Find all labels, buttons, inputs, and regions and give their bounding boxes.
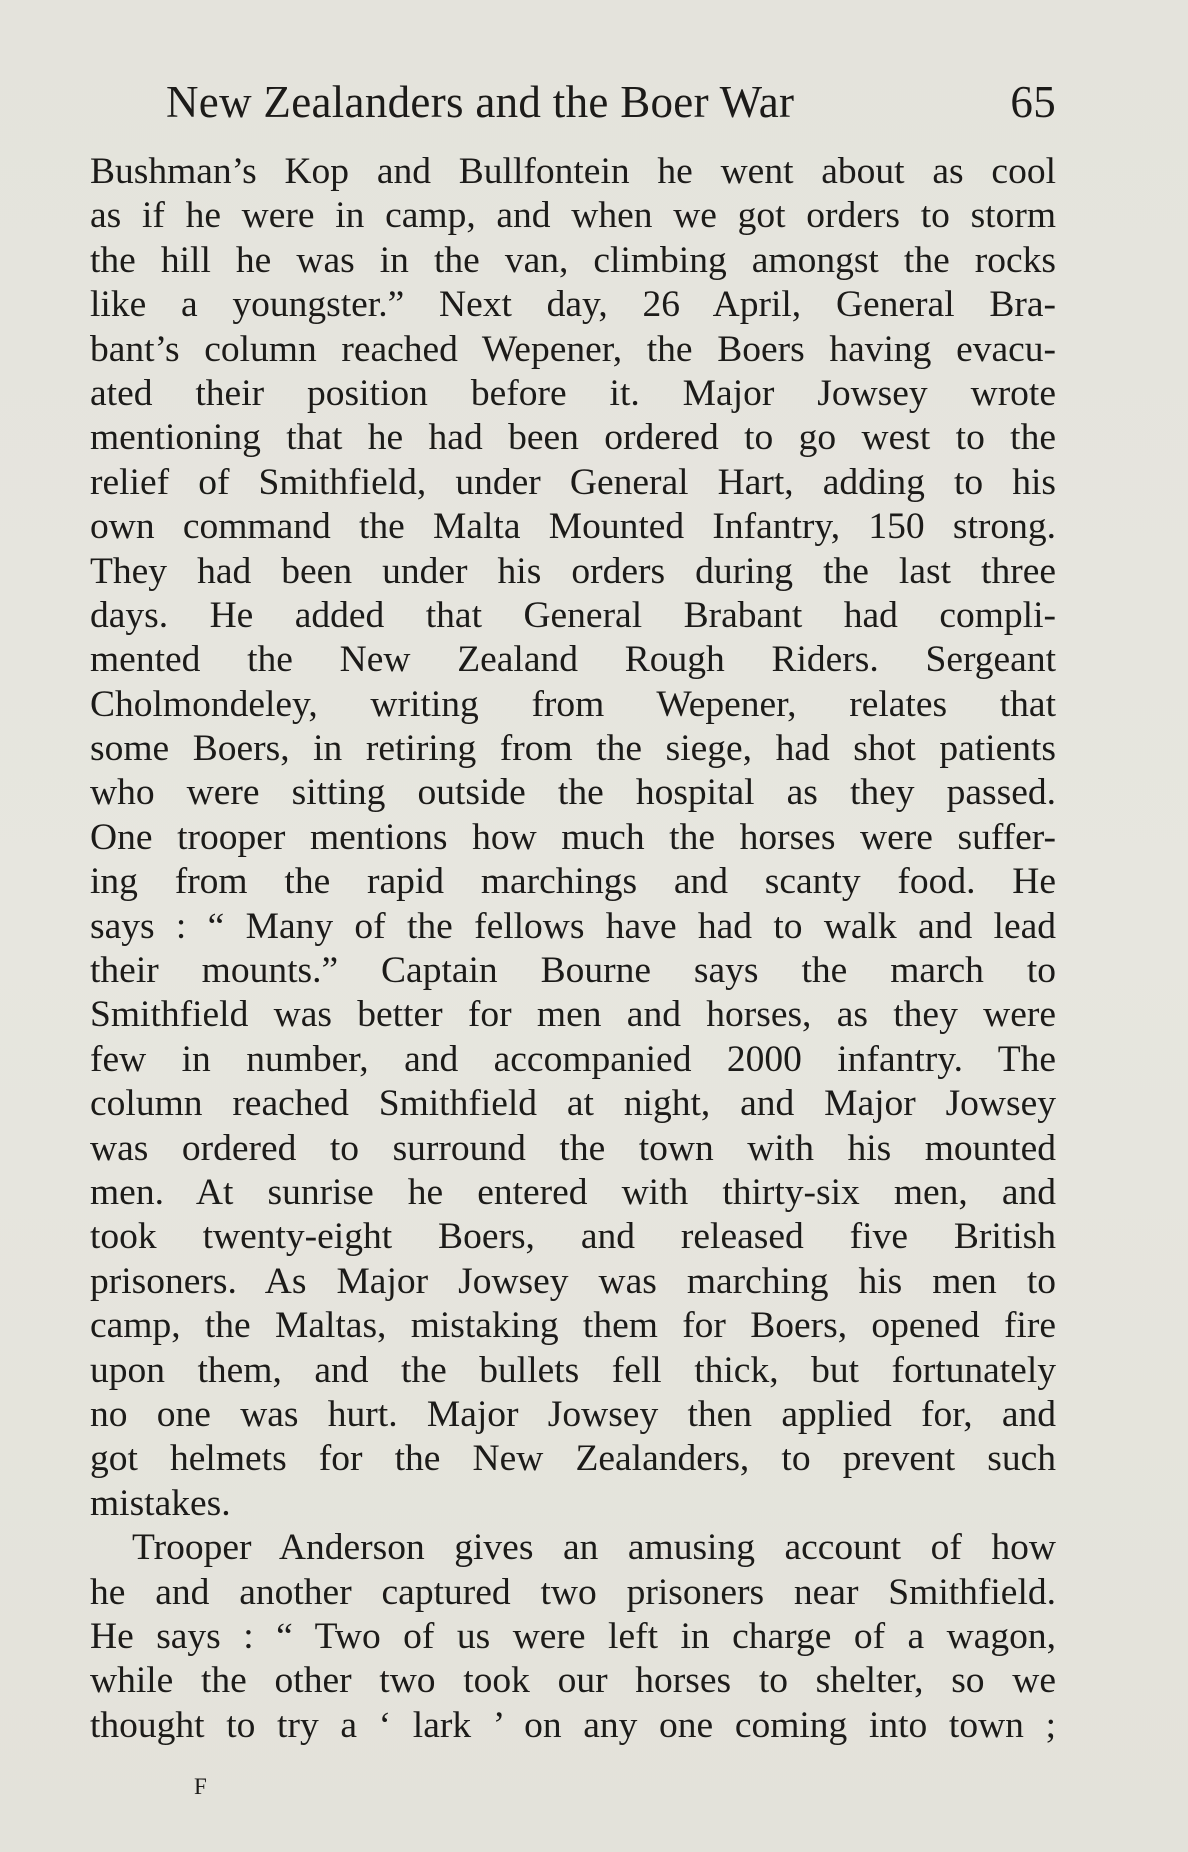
text-line: They had been under his orders during the last three — [90, 550, 1056, 592]
text-line: few in number, and accompanied 2000 infantry. The — [90, 1038, 1056, 1080]
text-line: thought to try a ‘ lark ’ on any one coming into town ; — [90, 1704, 1056, 1746]
text-line: Bushman’s Kop and Bullfontein he went about as cool — [90, 151, 1056, 192]
text-line: their mounts.” Captain Bourne says the march to — [90, 950, 1056, 992]
text-line: men. At sunrise he entered with thirty-six men, and — [90, 1171, 1056, 1213]
text-line: upon them, and the bullets fell thick, but fortunately — [90, 1349, 1056, 1391]
text-line: camp, the Maltas, mistaking them for Boers, opened fire — [90, 1305, 1056, 1347]
text-line: He says : “ Two of us were left in charge of a wagon, — [90, 1615, 1056, 1657]
text-line: own command the Malta Mounted Infantry, 150 strong. — [90, 506, 1056, 548]
text-line: no one was hurt. Major Jowsey then applied for, and — [90, 1393, 1056, 1435]
text-line: ing from the rapid marchings and scanty food. He — [90, 861, 1056, 903]
text-line: relief of Smithfield, under General Hart, adding to his — [90, 461, 1056, 503]
text-line: like a youngster.” Next day, 26 April, General Bra- — [90, 284, 1056, 326]
text-line: who were sitting outside the hospital as they passed. — [90, 772, 1056, 814]
text-line: bant’s column reached Wepener, the Boers having evacu- — [90, 328, 1056, 370]
text-line: Cholmondeley, writing from Wepener, relates that — [90, 683, 1056, 725]
text-line: some Boers, in retiring from the siege, had shot patients — [90, 728, 1056, 770]
text-line: mistakes. — [90, 1482, 231, 1524]
text-line: while the other two took our horses to shelter, so we — [90, 1660, 1056, 1702]
text-line: was ordered to surround the town with his mounted — [90, 1127, 1056, 1169]
text-line: mentioning that he had been ordered to go west to the — [90, 417, 1056, 459]
running-head — [166, 72, 1056, 132]
text-line: Smithfield was better for men and horses, as they were — [90, 994, 1056, 1036]
text-line: he and another captured two prisoners near Smithfield. — [90, 1571, 1056, 1613]
text-line: days. He added that General Brabant had compli- — [90, 594, 1056, 636]
text-line: took twenty-eight Boers, and released five British — [90, 1216, 1056, 1258]
text-line: got helmets for the New Zealanders, to prevent such — [90, 1438, 1056, 1480]
running-head-title: New Zealanders and the Boer War — [166, 77, 795, 127]
text-line: column reached Smithfield at night, and Major Jowsey — [90, 1083, 1056, 1125]
text-line: One trooper mentions how much the horses were suffer- — [90, 816, 1056, 858]
text-line: ated their position before it. Major Jowsey wrote — [90, 372, 1056, 414]
text-line: prisoners. As Major Jowsey was marching his men to — [90, 1260, 1056, 1302]
body-text — [90, 150, 1056, 1748]
text-line: Trooper Anderson gives an amusing account of how — [132, 1527, 1056, 1569]
signature-mark: F — [194, 1774, 208, 1799]
text-line: mented the New Zealand Rough Riders. Sergeant — [90, 639, 1056, 681]
text-line: says : “ Many of the fellows have had to walk and lead — [90, 905, 1056, 947]
text-line: as if he were in camp, and when we got orders to storm — [90, 195, 1056, 237]
text-line: the hill he was in the van, climbing amongst the rocks — [90, 239, 1056, 281]
page-number: 65 — [1010, 77, 1056, 127]
